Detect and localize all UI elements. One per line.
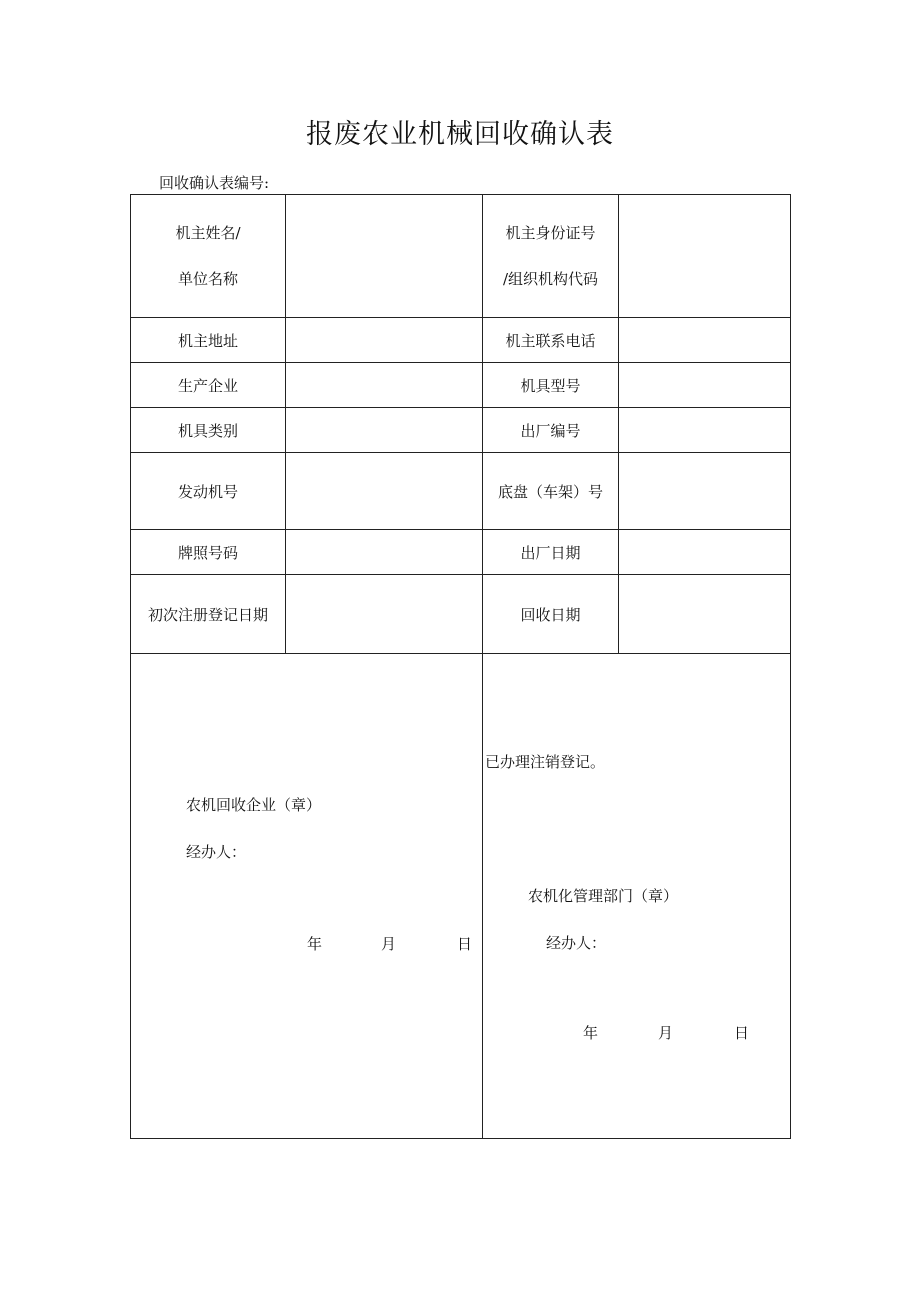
- owner-name-label: 机主姓名/ 单位名称: [131, 195, 286, 318]
- recycler-org-stamp-label: 农机回收企业（章）: [186, 796, 322, 814]
- first-registration-date-label: 初次注册登记日期: [131, 575, 286, 654]
- recycle-date-field[interactable]: [619, 575, 791, 654]
- model-label: 机具型号: [483, 363, 619, 408]
- agency-year-label: 年: [583, 1024, 599, 1042]
- chassis-no-field[interactable]: [619, 453, 791, 530]
- agency-month-label: 月: [658, 1024, 674, 1042]
- owner-phone-field[interactable]: [619, 318, 791, 363]
- engine-no-field[interactable]: [286, 453, 483, 530]
- factory-serial-label: 出厂编号: [483, 408, 619, 453]
- plate-no-field[interactable]: [286, 530, 483, 575]
- owner-id-field[interactable]: [619, 195, 791, 318]
- engine-no-label: 发动机号: [131, 453, 286, 530]
- factory-serial-field[interactable]: [619, 408, 791, 453]
- plate-no-label: 牌照号码: [131, 530, 286, 575]
- serial-number-label: 回收确认表编号:: [159, 174, 270, 192]
- manufacturer-label: 生产企业: [131, 363, 286, 408]
- category-field[interactable]: [286, 408, 483, 453]
- agency-handler-label: 经办人：: [546, 934, 607, 952]
- model-field[interactable]: [619, 363, 791, 408]
- recycle-date-label: 回收日期: [483, 575, 619, 654]
- owner-id-label: 机主身份证号 /组织机构代码: [483, 195, 619, 318]
- agency-day-label: 日: [734, 1024, 750, 1042]
- deregistration-note: 已办理注销登记。: [485, 753, 606, 771]
- first-registration-date-field[interactable]: [286, 575, 483, 654]
- category-label: 机具类别: [131, 408, 286, 453]
- recycler-handler-label: 经办人：: [186, 843, 247, 861]
- form-title: 报废农业机械回收确认表: [306, 119, 614, 150]
- agency-signature-cell: [483, 654, 791, 1139]
- owner-address-label: 机主地址: [131, 318, 286, 363]
- factory-date-field[interactable]: [619, 530, 791, 575]
- recycler-month-label: 月: [381, 935, 397, 953]
- recycler-year-label: 年: [307, 935, 323, 953]
- recycler-day-label: 日: [457, 935, 473, 953]
- recycle-confirmation-table: [130, 194, 791, 1139]
- owner-phone-label: 机主联系电话: [483, 318, 619, 363]
- owner-name-field[interactable]: [286, 195, 483, 318]
- manufacturer-field[interactable]: [286, 363, 483, 408]
- owner-address-field[interactable]: [286, 318, 483, 363]
- chassis-no-label: 底盘（车架）号: [483, 453, 619, 530]
- recycler-signature-cell: [131, 654, 483, 1139]
- factory-date-label: 出厂日期: [483, 530, 619, 575]
- agency-dept-stamp-label: 农机化管理部门（章）: [528, 887, 679, 905]
